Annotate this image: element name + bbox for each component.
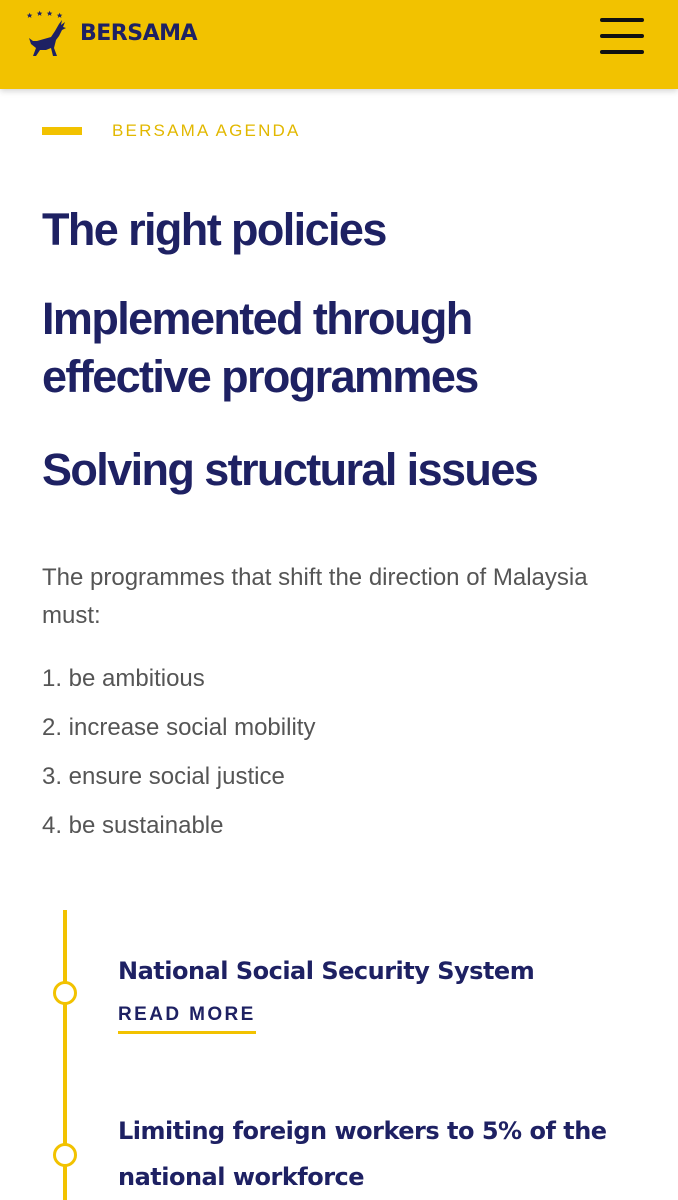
- headline-1: The right policies: [42, 204, 386, 255]
- menu-bar-top: [600, 18, 644, 22]
- timeline-dot: [53, 981, 77, 1005]
- intro-paragraph: The programmes that shift the direction of Malaysia must:: [42, 564, 588, 629]
- headline-2: Implemented through effective programmes: [42, 293, 478, 402]
- read-more-link[interactable]: READ MORE: [118, 1004, 256, 1034]
- criteria-list: [42, 654, 315, 850]
- hamburger-menu-icon[interactable]: [594, 14, 650, 58]
- criteria-item: 1. be ambitious: [42, 665, 205, 692]
- section-eyebrow: BERSAMA AGENDA: [112, 121, 301, 140]
- site-header: [0, 0, 678, 89]
- eyebrow-accent-bar: [42, 127, 82, 135]
- programme-title[interactable]: Limiting foreign workers to 5% of the national workforce: [118, 1117, 607, 1191]
- programme-title[interactable]: National Social Security System: [118, 957, 535, 985]
- headline-3: Solving structural issues: [42, 444, 538, 495]
- criteria-item: 4. be sustainable: [42, 812, 224, 839]
- criteria-item: 2. increase social mobility: [42, 714, 316, 741]
- criteria-item: 3. ensure social justice: [42, 763, 285, 790]
- deer-logo-icon[interactable]: [26, 10, 70, 62]
- timeline-dot: [53, 1143, 77, 1167]
- menu-bar-bottom: [600, 50, 644, 54]
- brand-name[interactable]: BERSAMA: [80, 21, 198, 46]
- menu-bar-middle: [600, 34, 644, 38]
